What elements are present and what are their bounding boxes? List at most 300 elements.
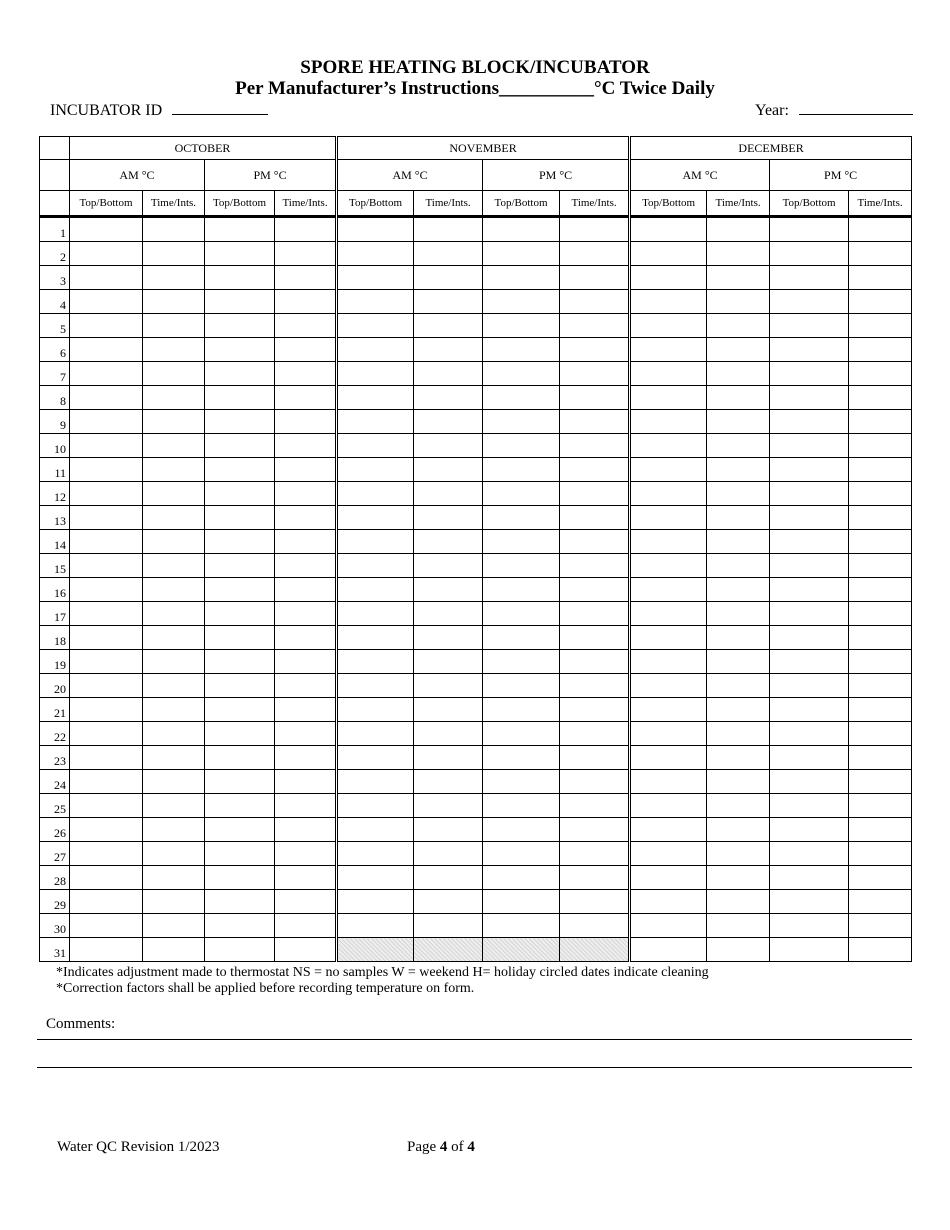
entry-cell[interactable] [275, 938, 337, 962]
entry-cell[interactable] [707, 314, 770, 338]
entry-cell[interactable] [849, 698, 912, 722]
entry-cell[interactable] [275, 217, 337, 242]
entry-cell[interactable] [707, 650, 770, 674]
entry-cell[interactable] [630, 242, 707, 266]
entry-cell[interactable] [849, 578, 912, 602]
entry-cell[interactable] [337, 578, 414, 602]
entry-cell[interactable] [770, 938, 849, 962]
entry-cell[interactable] [707, 770, 770, 794]
entry-cell[interactable] [849, 362, 912, 386]
entry-cell[interactable] [70, 530, 143, 554]
entry-cell[interactable] [143, 626, 205, 650]
entry-cell[interactable] [143, 722, 205, 746]
entry-cell[interactable] [707, 722, 770, 746]
entry-cell[interactable] [630, 818, 707, 842]
entry-cell[interactable] [275, 770, 337, 794]
entry-cell[interactable] [560, 506, 630, 530]
entry-cell[interactable] [483, 314, 560, 338]
entry-cell[interactable] [275, 578, 337, 602]
entry-cell[interactable] [483, 674, 560, 698]
entry-cell[interactable] [707, 914, 770, 938]
entry-cell[interactable] [414, 290, 483, 314]
entry-cell[interactable] [337, 386, 414, 410]
entry-cell[interactable] [70, 842, 143, 866]
entry-cell[interactable] [414, 890, 483, 914]
entry-cell[interactable] [143, 506, 205, 530]
entry-cell[interactable] [560, 866, 630, 890]
entry-cell[interactable] [143, 578, 205, 602]
year-blank[interactable] [799, 100, 913, 115]
entry-cell[interactable] [205, 794, 275, 818]
entry-cell[interactable] [849, 890, 912, 914]
comment-line-1[interactable] [37, 1039, 912, 1040]
entry-cell[interactable] [630, 674, 707, 698]
entry-cell[interactable] [483, 362, 560, 386]
incubator-id-blank[interactable] [172, 100, 268, 115]
entry-cell[interactable] [770, 650, 849, 674]
entry-cell[interactable] [560, 674, 630, 698]
entry-cell[interactable] [414, 266, 483, 290]
entry-cell[interactable] [483, 242, 560, 266]
entry-cell[interactable] [770, 314, 849, 338]
entry-cell[interactable] [205, 314, 275, 338]
entry-cell[interactable] [205, 530, 275, 554]
entry-cell[interactable] [143, 338, 205, 362]
entry-cell[interactable] [70, 818, 143, 842]
entry-cell[interactable] [337, 458, 414, 482]
entry-cell[interactable] [143, 866, 205, 890]
entry-cell[interactable] [707, 362, 770, 386]
entry-cell[interactable] [849, 217, 912, 242]
entry-cell[interactable] [70, 914, 143, 938]
entry-cell[interactable] [275, 506, 337, 530]
entry-cell[interactable] [337, 217, 414, 242]
entry-cell[interactable] [849, 314, 912, 338]
entry-cell[interactable] [70, 506, 143, 530]
entry-cell[interactable] [707, 506, 770, 530]
entry-cell[interactable] [337, 746, 414, 770]
entry-cell[interactable] [630, 650, 707, 674]
entry-cell[interactable] [849, 386, 912, 410]
entry-cell[interactable] [560, 410, 630, 434]
entry-cell[interactable] [560, 578, 630, 602]
entry-cell[interactable] [483, 266, 560, 290]
entry-cell[interactable] [143, 554, 205, 578]
entry-cell[interactable] [707, 482, 770, 506]
entry-cell[interactable] [770, 338, 849, 362]
entry-cell[interactable] [414, 362, 483, 386]
entry-cell[interactable] [560, 746, 630, 770]
entry-cell[interactable] [560, 842, 630, 866]
entry-cell[interactable] [707, 530, 770, 554]
entry-cell[interactable] [143, 938, 205, 962]
entry-cell[interactable] [337, 674, 414, 698]
entry-cell[interactable] [849, 938, 912, 962]
entry-cell[interactable] [143, 217, 205, 242]
entry-cell[interactable] [70, 554, 143, 578]
entry-cell[interactable] [70, 217, 143, 242]
entry-cell[interactable] [770, 674, 849, 698]
entry-cell[interactable] [275, 746, 337, 770]
entry-cell[interactable] [560, 242, 630, 266]
entry-cell[interactable] [275, 530, 337, 554]
entry-cell[interactable] [337, 770, 414, 794]
entry-cell[interactable] [337, 410, 414, 434]
entry-cell[interactable] [483, 290, 560, 314]
entry-cell[interactable] [707, 794, 770, 818]
entry-cell[interactable] [849, 602, 912, 626]
entry-cell[interactable] [337, 482, 414, 506]
entry-cell[interactable] [630, 410, 707, 434]
entry-cell[interactable] [143, 362, 205, 386]
entry-cell[interactable] [414, 410, 483, 434]
entry-cell[interactable] [630, 362, 707, 386]
entry-cell[interactable] [770, 842, 849, 866]
entry-cell[interactable] [70, 266, 143, 290]
entry-cell[interactable] [275, 482, 337, 506]
entry-cell[interactable] [630, 578, 707, 602]
entry-cell[interactable] [560, 290, 630, 314]
entry-cell[interactable] [483, 698, 560, 722]
entry-cell[interactable] [770, 602, 849, 626]
entry-cell[interactable] [143, 674, 205, 698]
entry-cell[interactable] [630, 602, 707, 626]
entry-cell[interactable] [630, 842, 707, 866]
entry-cell[interactable] [560, 794, 630, 818]
entry-cell[interactable] [70, 890, 143, 914]
entry-cell[interactable] [770, 866, 849, 890]
entry-cell[interactable] [630, 914, 707, 938]
entry-cell[interactable] [337, 794, 414, 818]
entry-cell[interactable] [770, 386, 849, 410]
entry-cell[interactable] [205, 770, 275, 794]
entry-cell[interactable] [143, 242, 205, 266]
entry-cell[interactable] [483, 890, 560, 914]
entry-cell[interactable] [205, 746, 275, 770]
entry-cell[interactable] [849, 410, 912, 434]
entry-cell[interactable] [414, 314, 483, 338]
entry-cell[interactable] [414, 434, 483, 458]
entry-cell[interactable] [205, 410, 275, 434]
entry-cell[interactable] [337, 890, 414, 914]
entry-cell[interactable] [275, 842, 337, 866]
entry-cell[interactable] [849, 434, 912, 458]
entry-cell[interactable] [143, 530, 205, 554]
entry-cell[interactable] [560, 217, 630, 242]
entry-cell[interactable] [483, 650, 560, 674]
entry-cell[interactable] [337, 866, 414, 890]
entry-cell[interactable] [849, 650, 912, 674]
entry-cell[interactable] [275, 866, 337, 890]
entry-cell[interactable] [630, 794, 707, 818]
entry-cell[interactable] [630, 434, 707, 458]
entry-cell[interactable] [630, 698, 707, 722]
entry-cell[interactable] [630, 722, 707, 746]
entry-cell[interactable] [849, 746, 912, 770]
entry-cell[interactable] [205, 482, 275, 506]
entry-cell[interactable] [849, 674, 912, 698]
entry-cell[interactable] [143, 266, 205, 290]
entry-cell[interactable] [560, 434, 630, 458]
entry-cell[interactable] [770, 746, 849, 770]
entry-cell[interactable] [70, 746, 143, 770]
entry-cell[interactable] [205, 386, 275, 410]
entry-cell[interactable] [770, 434, 849, 458]
entry-cell[interactable] [770, 578, 849, 602]
entry-cell[interactable] [707, 434, 770, 458]
entry-cell[interactable] [337, 290, 414, 314]
entry-cell[interactable] [630, 290, 707, 314]
entry-cell[interactable] [630, 530, 707, 554]
entry-cell[interactable] [275, 338, 337, 362]
entry-cell[interactable] [770, 482, 849, 506]
entry-cell[interactable] [205, 458, 275, 482]
entry-cell[interactable] [483, 842, 560, 866]
entry-cell[interactable] [770, 410, 849, 434]
entry-cell[interactable] [707, 602, 770, 626]
entry-cell[interactable] [414, 794, 483, 818]
entry-cell[interactable] [143, 746, 205, 770]
entry-cell[interactable] [70, 242, 143, 266]
entry-cell[interactable] [707, 818, 770, 842]
entry-cell[interactable] [770, 914, 849, 938]
entry-cell[interactable] [770, 698, 849, 722]
entry-cell[interactable] [560, 722, 630, 746]
entry-cell[interactable] [483, 626, 560, 650]
entry-cell[interactable] [205, 914, 275, 938]
entry-cell[interactable] [707, 554, 770, 578]
entry-cell[interactable] [770, 818, 849, 842]
entry-cell[interactable] [205, 602, 275, 626]
entry-cell[interactable] [849, 722, 912, 746]
entry-cell[interactable] [414, 386, 483, 410]
entry-cell[interactable] [770, 890, 849, 914]
entry-cell[interactable] [630, 770, 707, 794]
entry-cell[interactable] [414, 698, 483, 722]
entry-cell[interactable] [414, 554, 483, 578]
entry-cell[interactable] [70, 602, 143, 626]
entry-cell[interactable] [849, 554, 912, 578]
entry-cell[interactable] [337, 530, 414, 554]
entry-cell[interactable] [143, 818, 205, 842]
entry-cell[interactable] [143, 794, 205, 818]
entry-cell[interactable] [275, 434, 337, 458]
entry-cell[interactable] [849, 530, 912, 554]
entry-cell[interactable] [337, 314, 414, 338]
entry-cell[interactable] [414, 506, 483, 530]
entry-cell[interactable] [630, 314, 707, 338]
entry-cell[interactable] [560, 458, 630, 482]
entry-cell[interactable] [205, 650, 275, 674]
entry-cell[interactable] [70, 314, 143, 338]
entry-cell[interactable] [337, 914, 414, 938]
entry-cell[interactable] [70, 626, 143, 650]
entry-cell[interactable] [560, 266, 630, 290]
entry-cell[interactable] [483, 794, 560, 818]
entry-cell[interactable] [849, 818, 912, 842]
entry-cell[interactable] [707, 386, 770, 410]
entry-cell[interactable] [560, 362, 630, 386]
entry-cell[interactable] [483, 818, 560, 842]
entry-cell[interactable] [275, 410, 337, 434]
entry-cell[interactable] [770, 266, 849, 290]
entry-cell[interactable] [70, 698, 143, 722]
entry-cell[interactable] [70, 290, 143, 314]
entry-cell[interactable] [414, 217, 483, 242]
entry-cell[interactable] [483, 770, 560, 794]
entry-cell[interactable] [849, 242, 912, 266]
entry-cell[interactable] [560, 338, 630, 362]
entry-cell[interactable] [205, 338, 275, 362]
entry-cell[interactable] [205, 434, 275, 458]
entry-cell[interactable] [483, 602, 560, 626]
entry-cell[interactable] [337, 338, 414, 362]
entry-cell[interactable] [770, 770, 849, 794]
entry-cell[interactable] [70, 338, 143, 362]
entry-cell[interactable] [275, 362, 337, 386]
entry-cell[interactable] [205, 266, 275, 290]
entry-cell[interactable] [275, 650, 337, 674]
entry-cell[interactable] [143, 314, 205, 338]
entry-cell[interactable] [707, 217, 770, 242]
entry-cell[interactable] [70, 770, 143, 794]
entry-cell[interactable] [849, 290, 912, 314]
entry-cell[interactable] [70, 938, 143, 962]
entry-cell[interactable] [275, 698, 337, 722]
entry-cell[interactable] [483, 866, 560, 890]
entry-cell[interactable] [630, 217, 707, 242]
entry-cell[interactable] [849, 794, 912, 818]
entry-cell[interactable] [205, 626, 275, 650]
entry-cell[interactable] [70, 674, 143, 698]
entry-cell[interactable] [205, 866, 275, 890]
entry-cell[interactable] [560, 386, 630, 410]
entry-cell[interactable] [560, 602, 630, 626]
entry-cell[interactable] [414, 242, 483, 266]
entry-cell[interactable] [630, 554, 707, 578]
entry-cell[interactable] [337, 602, 414, 626]
entry-cell[interactable] [275, 290, 337, 314]
entry-cell[interactable] [849, 338, 912, 362]
entry-cell[interactable] [414, 914, 483, 938]
entry-cell[interactable] [849, 842, 912, 866]
entry-cell[interactable] [275, 242, 337, 266]
entry-cell[interactable] [849, 866, 912, 890]
entry-cell[interactable] [770, 290, 849, 314]
entry-cell[interactable] [337, 626, 414, 650]
entry-cell[interactable] [205, 578, 275, 602]
entry-cell[interactable] [630, 458, 707, 482]
entry-cell[interactable] [70, 722, 143, 746]
entry-cell[interactable] [414, 602, 483, 626]
entry-cell[interactable] [414, 650, 483, 674]
entry-cell[interactable] [70, 434, 143, 458]
entry-cell[interactable] [275, 386, 337, 410]
entry-cell[interactable] [275, 266, 337, 290]
entry-cell[interactable] [275, 602, 337, 626]
entry-cell[interactable] [707, 242, 770, 266]
entry-cell[interactable] [337, 434, 414, 458]
entry-cell[interactable] [275, 458, 337, 482]
entry-cell[interactable] [849, 914, 912, 938]
entry-cell[interactable] [707, 842, 770, 866]
entry-cell[interactable] [630, 866, 707, 890]
entry-cell[interactable] [143, 842, 205, 866]
entry-cell[interactable] [275, 890, 337, 914]
entry-cell[interactable] [849, 626, 912, 650]
entry-cell[interactable] [483, 434, 560, 458]
entry-cell[interactable] [707, 674, 770, 698]
entry-cell[interactable] [707, 458, 770, 482]
entry-cell[interactable] [560, 650, 630, 674]
entry-cell[interactable] [275, 314, 337, 338]
entry-cell[interactable] [770, 794, 849, 818]
entry-cell[interactable] [483, 746, 560, 770]
entry-cell[interactable] [143, 386, 205, 410]
entry-cell[interactable] [414, 626, 483, 650]
entry-cell[interactable] [143, 602, 205, 626]
entry-cell[interactable] [770, 362, 849, 386]
entry-cell[interactable] [483, 914, 560, 938]
entry-cell[interactable] [70, 362, 143, 386]
entry-cell[interactable] [143, 890, 205, 914]
entry-cell[interactable] [414, 722, 483, 746]
entry-cell[interactable] [707, 866, 770, 890]
entry-cell[interactable] [849, 458, 912, 482]
entry-cell[interactable] [414, 578, 483, 602]
entry-cell[interactable] [143, 410, 205, 434]
entry-cell[interactable] [707, 290, 770, 314]
entry-cell[interactable] [337, 362, 414, 386]
entry-cell[interactable] [70, 458, 143, 482]
entry-cell[interactable] [770, 530, 849, 554]
entry-cell[interactable] [143, 650, 205, 674]
entry-cell[interactable] [849, 482, 912, 506]
entry-cell[interactable] [275, 818, 337, 842]
entry-cell[interactable] [770, 458, 849, 482]
entry-cell[interactable] [560, 890, 630, 914]
entry-cell[interactable] [630, 386, 707, 410]
entry-cell[interactable] [770, 242, 849, 266]
entry-cell[interactable] [275, 794, 337, 818]
entry-cell[interactable] [630, 506, 707, 530]
entry-cell[interactable] [205, 842, 275, 866]
entry-cell[interactable] [414, 746, 483, 770]
entry-cell[interactable] [205, 890, 275, 914]
entry-cell[interactable] [483, 482, 560, 506]
entry-cell[interactable] [560, 530, 630, 554]
entry-cell[interactable] [337, 818, 414, 842]
entry-cell[interactable] [707, 626, 770, 650]
entry-cell[interactable] [849, 506, 912, 530]
entry-cell[interactable] [337, 842, 414, 866]
entry-cell[interactable] [707, 890, 770, 914]
entry-cell[interactable] [707, 338, 770, 362]
entry-cell[interactable] [205, 722, 275, 746]
entry-cell[interactable] [70, 794, 143, 818]
entry-cell[interactable] [483, 386, 560, 410]
entry-cell[interactable] [630, 746, 707, 770]
entry-cell[interactable] [483, 458, 560, 482]
entry-cell[interactable] [770, 626, 849, 650]
entry-cell[interactable] [143, 770, 205, 794]
entry-cell[interactable] [275, 674, 337, 698]
entry-cell[interactable] [483, 578, 560, 602]
entry-cell[interactable] [770, 506, 849, 530]
entry-cell[interactable] [205, 698, 275, 722]
entry-cell[interactable] [560, 626, 630, 650]
entry-cell[interactable] [143, 290, 205, 314]
